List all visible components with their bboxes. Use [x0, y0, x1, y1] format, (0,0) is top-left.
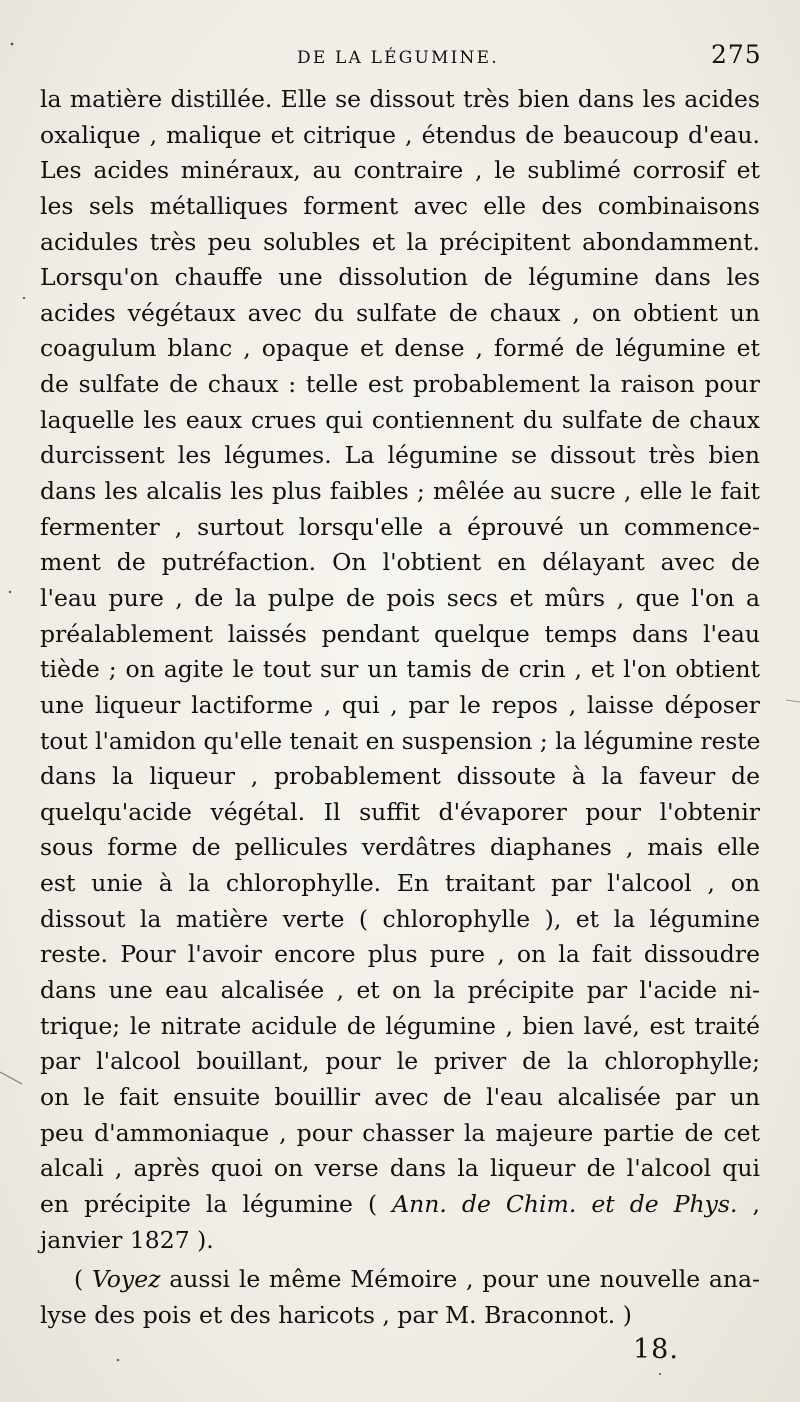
text-line: Les acides minéraux, au contraire , le sublimé corrosif et [40, 156, 760, 185]
note-line-2: lyse des pois et des haricots , par M. Braconnot. ) [40, 1300, 632, 1329]
text-line: quelqu'acide végétal. Il suffit d'évaporer pour l'obtenir [40, 797, 760, 826]
text-line: durcissent les légumes. La légumine se dissout très bien [40, 441, 760, 470]
text-line: acides végétaux avec du sulfate de chaux , on obtient un [40, 298, 760, 327]
text-line: fermenter , surtout lorsqu'elle a éprouvé un commence- [40, 512, 760, 541]
signature-mark: 18. [633, 1334, 679, 1365]
text-line: alcali , après quoi on verse dans la liqueur de l'alcool qui [40, 1154, 760, 1183]
text-line-citation-end: janvier 1827 ). [40, 1225, 214, 1254]
citation-journal: Ann. de Chim. et de Phys. [392, 1189, 738, 1218]
text-line: coagulum blanc , opaque et dense , formé de légumine et [40, 334, 760, 363]
page-number: 275 [711, 40, 762, 69]
text-line-citation: en précipite la légumine ( Ann. de Chim. et de Phys. , [40, 1189, 760, 1218]
text-line: laquelle les eaux crues qui contiennent du sulfate de chaux [40, 405, 760, 434]
running-title: DE LA LÉGUMINE. [297, 48, 499, 68]
text-line: préalablement laissés pendant quelque temps dans l'eau [40, 619, 760, 648]
text-line: par l'alcool bouillant, pour le priver de la chlorophylle; [40, 1047, 760, 1076]
text-line: dissout la matière verte ( chlorophylle ), et la légumine [40, 904, 760, 933]
body-text [40, 82, 760, 1333]
text-line: oxalique , malique et citrique , étendus de beaucoup d'eau. [40, 120, 760, 149]
text-line: de sulfate de chaux : telle est probablement la raison pour [40, 370, 760, 399]
text-line: dans la liqueur , probablement dissoute à la faveur de [40, 762, 760, 791]
text-line: les sels métalliques forment avec elle des combinaisons [40, 191, 760, 220]
text-line: acidules très peu solubles et la précipitent abondamment. [40, 227, 760, 256]
text-line: la matière distillée. Elle se dissout très bien dans les acides [40, 85, 760, 113]
text-line: trique; le nitrate acidule de légumine , bien lavé, est traité [40, 1011, 760, 1040]
note-italic-voyez: Voyez [91, 1265, 161, 1294]
paragraph-main [40, 82, 760, 1187]
text-line: peu d'ammoniaque , pour chasser la majeure partie de cet [40, 1118, 760, 1147]
text-line: Lorsqu'on chauffe une dissolution de légumine dans les [40, 263, 760, 292]
paragraph-note [40, 1262, 760, 1333]
text-line: ment de putréfaction. On l'obtient en délayant avec de [40, 548, 760, 577]
text-line: reste. Pour l'avoir encore plus pure , on la fait dissoudre [40, 940, 760, 969]
text-line: sous forme de pellicules verdâtres diaphanes , mais elle [40, 833, 760, 862]
running-header [0, 40, 800, 80]
text-line: l'eau pure , de la pulpe de pois secs et mûrs , que l'on a [40, 583, 760, 612]
text-line: dans les alcalis les plus faibles ; mêlée au sucre , elle le fait [40, 477, 760, 506]
text-line: on le fait ensuite bouillir avec de l'eau alcalisée par un [40, 1082, 760, 1111]
text-line: dans une eau alcalisée , et on la précipite par l'acide ni- [40, 976, 760, 1005]
note-line-1: ( Voyez aussi le même Mémoire , pour une nouvelle ana- [74, 1265, 761, 1294]
text-line: tout l'amidon qu'elle tenait en suspension ; la légumine reste [40, 727, 761, 755]
text-line: une liqueur lactiforme , qui , par le repos , laisse déposer [40, 690, 760, 719]
text-line: est unie à la chlorophylle. En traitant par l'alcool , on [40, 869, 760, 898]
text-line: tiède ; on agite le tout sur un tamis de crin , et l'on obtient [40, 655, 760, 684]
